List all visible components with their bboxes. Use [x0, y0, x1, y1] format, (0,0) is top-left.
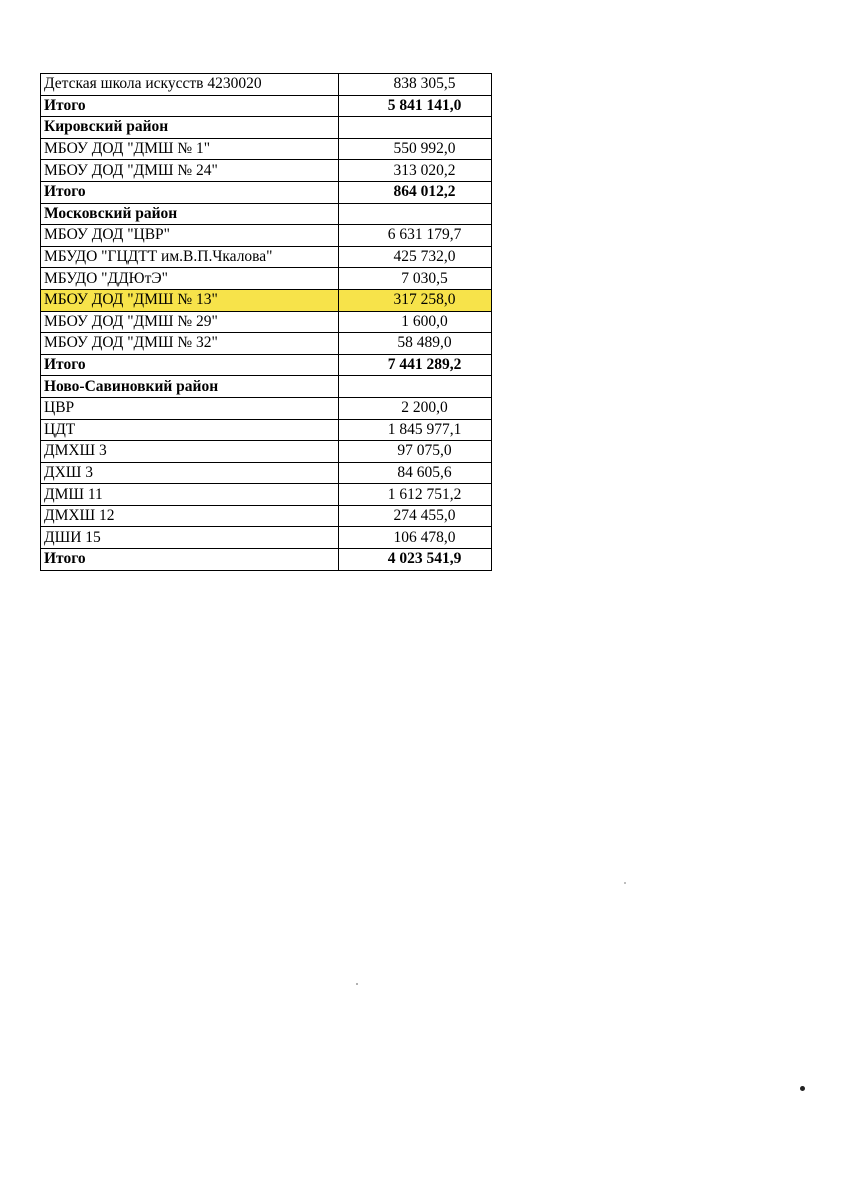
total-amount-cell: 5 841 141,0: [339, 95, 492, 117]
amount-cell: 97 075,0: [339, 441, 492, 463]
total-row: [41, 354, 492, 376]
institution-name-cell: ДМХШ 12: [41, 505, 339, 527]
amount-cell: 84 605,6: [339, 462, 492, 484]
table-row: [41, 311, 492, 333]
institution-name-cell: ДМШ 11: [41, 484, 339, 506]
table-row: [41, 246, 492, 268]
table-row: [41, 225, 492, 247]
table-row: [41, 484, 492, 506]
amount-cell: 1 600,0: [339, 311, 492, 333]
district-empty-cell: [339, 117, 492, 139]
institution-name-cell: МБОУ ДОД "ДМШ № 24": [41, 160, 339, 182]
district-header-row: [41, 203, 492, 225]
institution-name-cell: МБУДО "ДДЮтЭ": [41, 268, 339, 290]
institution-name-cell: ДМХШ 3: [41, 441, 339, 463]
institution-name-cell: ЦДТ: [41, 419, 339, 441]
amount-cell: 550 992,0: [339, 138, 492, 160]
table-row: [41, 333, 492, 355]
table-row: [41, 419, 492, 441]
total-label-cell: Итого: [41, 95, 339, 117]
institution-name-cell: МБОУ ДОД "ЦВР": [41, 225, 339, 247]
scan-speck: [624, 882, 626, 884]
institution-name-cell: МБОУ ДОД "ДМШ № 1": [41, 138, 339, 160]
table-row: [41, 527, 492, 549]
amount-cell: 274 455,0: [339, 505, 492, 527]
institution-name-cell: МБОУ ДОД "ДМШ № 13": [41, 289, 339, 311]
funding-table: [40, 73, 492, 571]
district-name-cell: Кировский район: [41, 117, 339, 139]
table-row: [41, 462, 492, 484]
amount-cell: 313 020,2: [339, 160, 492, 182]
table-row: [41, 160, 492, 182]
institution-name-cell: ДШИ 15: [41, 527, 339, 549]
district-name-cell: Московский район: [41, 203, 339, 225]
total-row: [41, 95, 492, 117]
table-row: [41, 397, 492, 419]
table-row: [41, 74, 492, 96]
scan-speck: [800, 1086, 805, 1091]
amount-cell: 2 200,0: [339, 397, 492, 419]
table-row: [41, 441, 492, 463]
district-empty-cell: [339, 203, 492, 225]
district-empty-cell: [339, 376, 492, 398]
amount-cell: 1 845 977,1: [339, 419, 492, 441]
amount-cell: 106 478,0: [339, 527, 492, 549]
institution-name-cell: Детская школа искусств 4230020: [41, 74, 339, 96]
district-name-cell: Ново-Савиновкий район: [41, 376, 339, 398]
amount-cell: 1 612 751,2: [339, 484, 492, 506]
scan-speck: [356, 983, 358, 985]
institution-name-cell: МБОУ ДОД "ДМШ № 32": [41, 333, 339, 355]
amount-cell: 317 258,0: [339, 289, 492, 311]
amount-cell: 838 305,5: [339, 74, 492, 96]
amount-cell: 425 732,0: [339, 246, 492, 268]
amount-cell: 58 489,0: [339, 333, 492, 355]
funding-table-body: [41, 74, 492, 571]
total-row: [41, 549, 492, 571]
institution-name-cell: МБУДО "ГЦДТТ им.В.П.Чкалова": [41, 246, 339, 268]
table-row: [41, 268, 492, 290]
institution-name-cell: ДХШ 3: [41, 462, 339, 484]
table-row: [41, 505, 492, 527]
table-row: [41, 138, 492, 160]
amount-cell: 7 030,5: [339, 268, 492, 290]
institution-name-cell: ЦВР: [41, 397, 339, 419]
total-amount-cell: 7 441 289,2: [339, 354, 492, 376]
highlighted-table-row: [41, 289, 492, 311]
total-label-cell: Итого: [41, 354, 339, 376]
total-row: [41, 181, 492, 203]
total-amount-cell: 4 023 541,9: [339, 549, 492, 571]
total-label-cell: Итого: [41, 549, 339, 571]
amount-cell: 6 631 179,7: [339, 225, 492, 247]
district-header-row: [41, 117, 492, 139]
total-label-cell: Итого: [41, 181, 339, 203]
total-amount-cell: 864 012,2: [339, 181, 492, 203]
district-header-row: [41, 376, 492, 398]
institution-name-cell: МБОУ ДОД "ДМШ № 29": [41, 311, 339, 333]
